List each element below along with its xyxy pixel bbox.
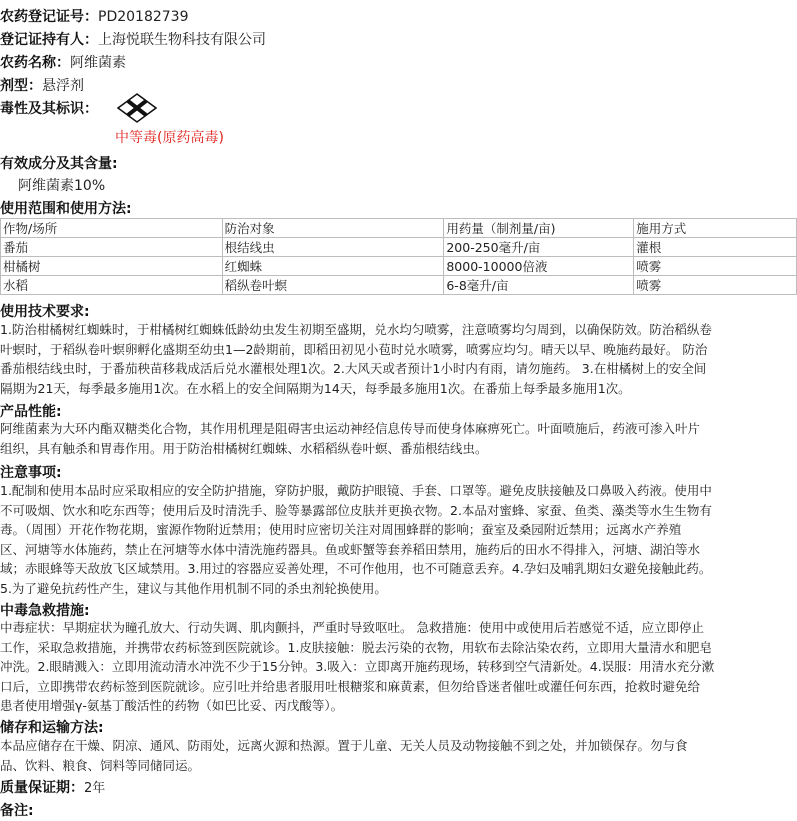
text-line: 隔期为21天，每季最多施用1次。在水稻上的安全间隔期为14天，每季最多施用1次。在番茄上每季最多施用1次。 xyxy=(0,380,631,396)
dosage-cell: 200-250毫升/亩 xyxy=(444,238,634,257)
holder-label: 登记证持有人： xyxy=(0,32,98,48)
method-cell: 灌根 xyxy=(634,238,797,257)
performance-text xyxy=(0,419,797,458)
warranty-label: 质量保证期： xyxy=(0,780,84,796)
text-line: 组织，具有触杀和胃毒作用。用于防治柑橘树红蜘蛛、水稻稻纵卷叶螟、番茄根结线虫。 xyxy=(0,440,488,456)
text-line: 1.配制和使用本品时应采取相应的安全防护措施，穿防护服，戴防护眼镜、手套、口罩等。避免皮肤接触及口鼻吸入药液。使用中 xyxy=(0,483,712,498)
target-cell: 红蜘蛛 xyxy=(222,257,444,276)
toxicity-label: 毒性及其标识： xyxy=(0,101,98,117)
text-line: 域；赤眼蜂等天敌放飞区域禁用。3.用过的容器应妥善处理，不可作他用，也不可随意丢弃。4.孕妇及哺乳期妇女避免接触此药。 xyxy=(0,561,712,576)
form-value: 悬浮剂 xyxy=(42,78,84,94)
table-row xyxy=(1,276,797,295)
text-line: 叶螟时，于稻纵卷叶螟卵孵化盛期至幼虫1—2龄期前，即稻田初见小苞时兑水喷雾，喷雾应均匀。晴天以早、晚施药最好。 防治 xyxy=(0,341,708,357)
ingredients-heading: 有效成分及其含量: xyxy=(0,156,118,172)
usage-header-row xyxy=(1,219,797,238)
crop-cell: 番茄 xyxy=(1,238,223,257)
usage-table xyxy=(0,218,797,295)
table-row xyxy=(1,257,797,276)
firstaid-text xyxy=(0,618,797,716)
usage-header-cell: 施用方式 xyxy=(634,219,797,238)
holder-value: 上海悦联生物科技有限公司 xyxy=(98,32,266,48)
text-line: 番茄根结线虫时，于番茄秧苗移栽成活后兑水灌根处理1次。2.大风天或者预计1小时内有雨，请勿施药。 3.在柑橘树上的安全间 xyxy=(0,361,707,376)
performance-heading: 产品性能: xyxy=(0,404,62,420)
reg-no-value: PD20182739 xyxy=(98,9,189,25)
usage-header-cell: 作物/场所 xyxy=(1,219,223,238)
notes-heading: 注意事项: xyxy=(0,465,62,481)
text-line: 毒。（周围）开花作物花期，蜜源作物附近禁用；使用时应密切关注对周围蜂群的影响；蚕室及桑园附近禁用；远离水产养殖 xyxy=(0,522,682,537)
text-line: 本品应储存在干燥、阴凉、通风、防雨处，远离火源和热源。置于儿童、无关人员及动物接触不到之处，并加锁保存。勿与食 xyxy=(0,738,688,753)
crop-cell: 水稻 xyxy=(1,276,223,295)
storage-heading: 储存和运输方法: xyxy=(0,720,104,736)
toxicity-cross-diamond-icon xyxy=(117,93,157,123)
form-label: 剂型： xyxy=(0,78,42,94)
holder-row xyxy=(0,29,266,49)
name-value: 阿维菌素 xyxy=(70,55,126,71)
text-line: 1.防治柑橘树红蜘蛛时，于柑橘树红蜘蛛低龄幼虫发生初期至盛期，兑水均匀喷雾，注意喷雾均匀周到，以确保防效。防治稻纵卷 xyxy=(0,322,712,337)
text-line: 品、饮料、粮食、饲料等同储同运。 xyxy=(0,757,201,773)
dosage-cell: 8000-10000倍液 xyxy=(444,257,634,276)
toxicity-row xyxy=(0,98,98,118)
tech-heading: 使用技术要求: xyxy=(0,304,90,320)
text-line: 患者使用增强γ-氨基丁酸活性的药物（如巴比妥、丙戊酸等）。 xyxy=(0,698,344,713)
usage-header-cell: 用药量（制剂量/亩) xyxy=(444,219,634,238)
crop-cell: 柑橘树 xyxy=(1,257,223,276)
firstaid-heading: 中毒急救措施: xyxy=(0,603,90,619)
storage-text xyxy=(0,736,797,775)
method-cell: 喷雾 xyxy=(634,257,797,276)
text-line: 5.为了避免抗药性产生，建议与其他作用机制不同的杀虫剂轮换使用。 xyxy=(0,580,387,596)
reg-no-label: 农药登记证号： xyxy=(0,9,98,25)
warranty-row xyxy=(0,777,105,797)
form-row xyxy=(0,75,84,95)
text-line: 口后，立即携带农药标签到医院就诊。应引吐并给患者服用吐根糖浆和麻黄素，但勿给昏迷者催吐或灌任何东西，抢救时避免给 xyxy=(0,678,701,694)
text-line: 冲洗。2.眼睛溅入：立即用流动清水冲洗不少于15分钟。3.吸入：立即离开施药现场，转移到空气清新处。4.误服：用清水充分漱 xyxy=(0,659,715,674)
usage-heading: 使用范围和使用方法: xyxy=(0,201,132,217)
text-line: 阿维菌素为大环内酯双糖类化合物，其作用机理是阻碍害虫运动神经信息传导而使身体麻痹死亡。叶面喷施后，药液可渗入叶片 xyxy=(0,421,701,436)
reg-no-row xyxy=(0,6,188,26)
name-row xyxy=(0,52,126,72)
ingredient-value: 阿维菌素10% xyxy=(18,178,106,194)
notes-text xyxy=(0,481,797,598)
dosage-cell: 6-8毫升/亩 xyxy=(444,276,634,295)
text-line: 区、河塘等水体施药，禁止在河塘等水体中清洗施药器具。鱼或虾蟹等套养稻田禁用，施药后的田水不得排入，河塘、湖泊等水 xyxy=(0,541,701,557)
table-row xyxy=(1,238,797,257)
target-cell: 稻纵卷叶螟 xyxy=(222,276,444,295)
usage-header-cell: 防治对象 xyxy=(222,219,444,238)
text-line: 工作，采取急救措施，并携带农药标签到医院就诊。1.皮肤接触：脱去污染的衣物，用软布去除沾染农药，立即用大量清水和肥皂 xyxy=(0,639,712,655)
text-line: 中毒症状：早期症状为瞳孔放大、行动失调、肌肉颤抖，严重时导致呕吐。 急救措施：使用中或使用后若感觉不适，应立即停止 xyxy=(0,620,704,635)
target-cell: 根结线虫 xyxy=(222,238,444,257)
warranty-value: 2年 xyxy=(84,781,106,796)
text-line: 不可吸烟、饮水和吃东西等；使用后及时清洗手、脸等暴露部位皮肤并更换衣物。2.本品对蜜蜂、家蚕、鱼类、藻类等水生生物有 xyxy=(0,502,712,518)
tech-text xyxy=(0,320,797,398)
toxicity-value: 中等毒(原药高毒) xyxy=(115,130,224,146)
name-label: 农药名称： xyxy=(0,55,70,71)
method-cell: 喷雾 xyxy=(634,276,797,295)
remarks-heading: 备注: xyxy=(0,803,34,819)
